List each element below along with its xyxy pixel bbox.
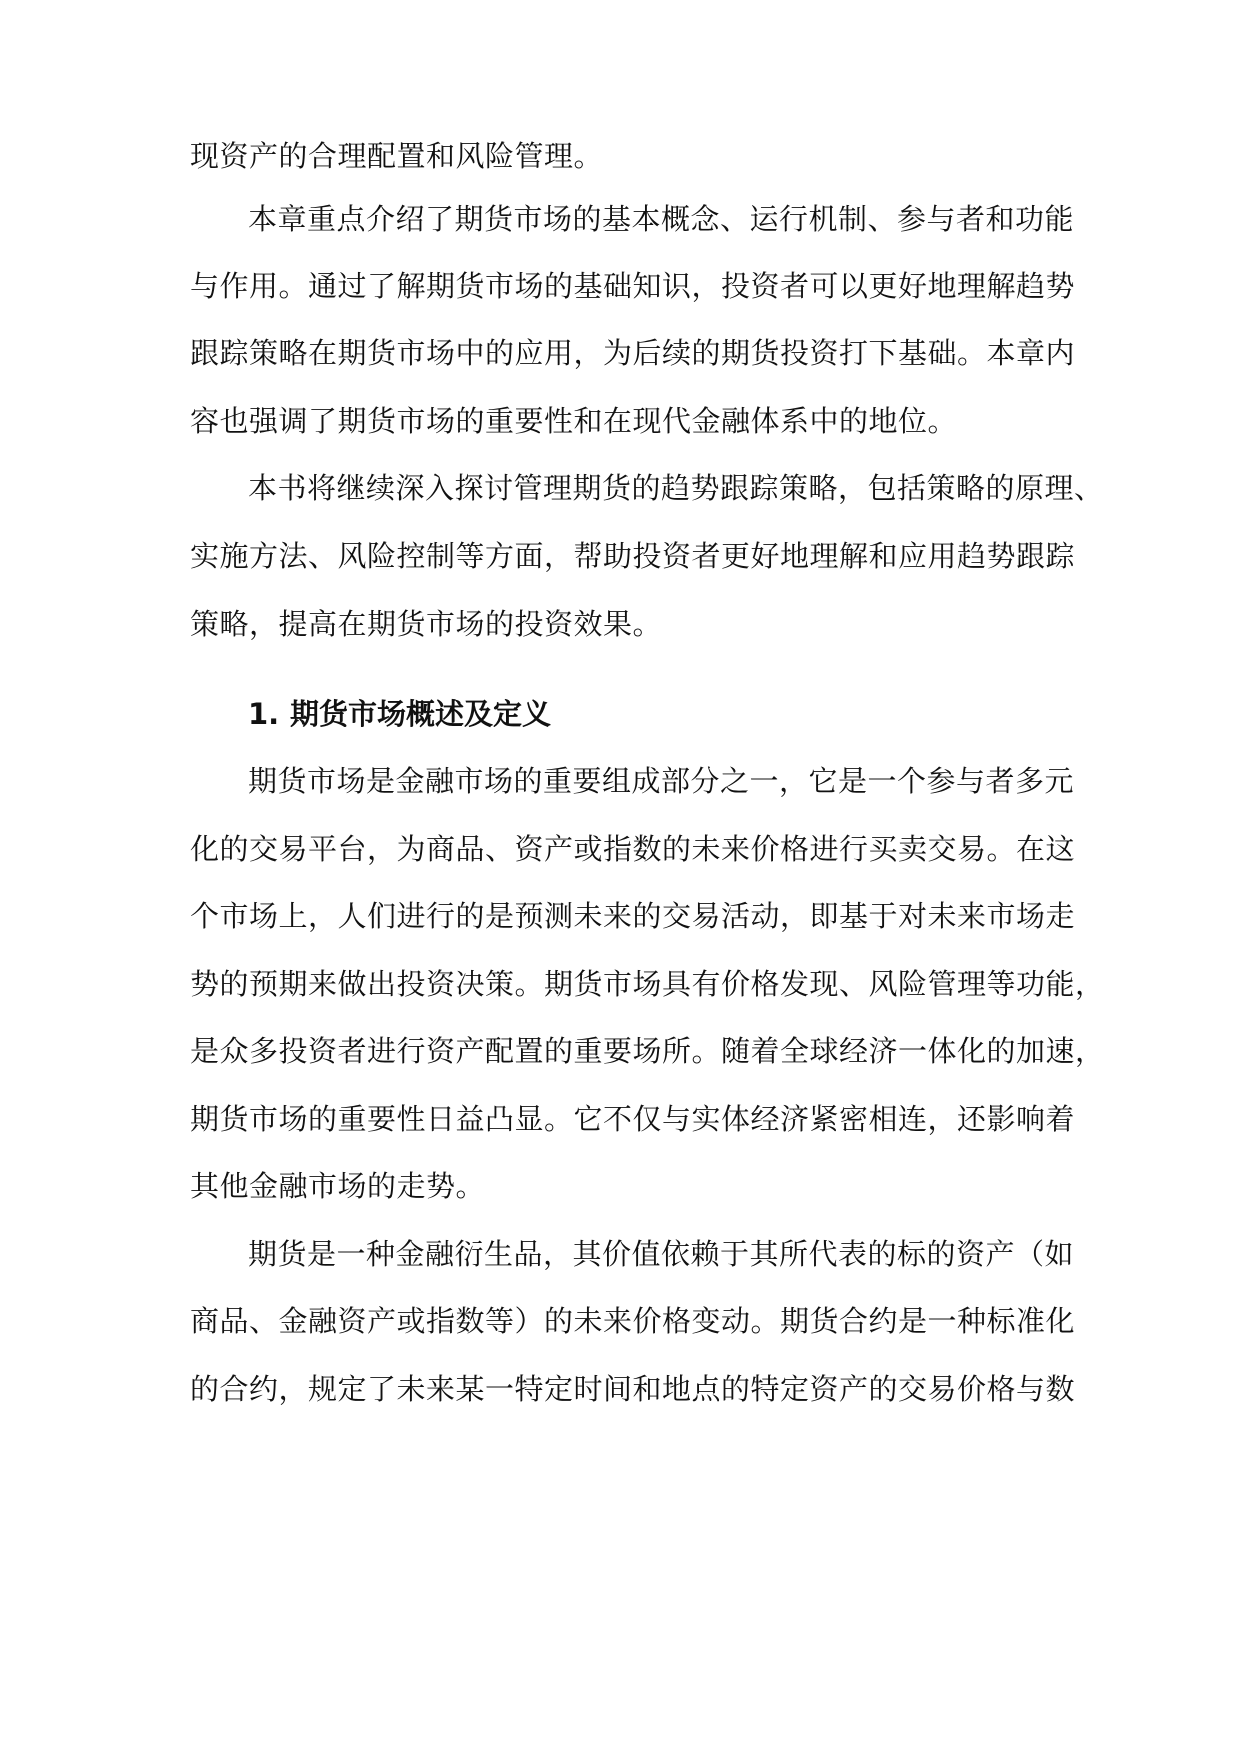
section-heading [248,694,551,734]
section-number: 1. [248,697,280,731]
paragraph-line: 势的预期来做出投资决策。期货市场具有价格发现、风险管理等功能， [190,967,1105,1001]
paragraph-line: 的合约，规定了未来某一特定时间和地点的特定资产的交易价格与数 [190,1372,1076,1406]
paragraph-line: 商品、金融资产或指数等）的未来价格变动。期货合约是一种标准化 [190,1304,1076,1338]
paragraph-line: 化的交易平台，为商品、资产或指数的未来价格进行买卖交易。在这 [190,832,1076,866]
paragraph-line: 容也强调了期货市场的重要性和在现代金融体系中的地位。 [190,404,958,438]
section-title: 期货市场概述及定义 [290,697,552,731]
paragraph-line: 是众多投资者进行资产配置的重要场所。随着全球经济一体化的加速， [190,1034,1105,1068]
paragraph-line: 期货市场是金融市场的重要组成部分之一，它是一个参与者多元 [248,764,1075,798]
paragraph-line: 其他金融市场的走势。 [190,1169,486,1203]
paragraph-line: 期货是一种金融衍生品，其价值依赖于其所代表的标的资产（如 [248,1237,1075,1271]
paragraph-line: 与作用。通过了解期货市场的基础知识，投资者可以更好地理解趋势 [190,269,1076,303]
paragraph-line: 本章重点介绍了期货市场的基本概念、运行机制、参与者和功能 [248,202,1075,236]
paragraph-line: 策略，提高在期货市场的投资效果。 [190,607,663,641]
paragraph-line: 期货市场的重要性日益凸显。它不仅与实体经济紧密相连，还影响着 [190,1102,1076,1136]
paragraph-line: 实施方法、风险控制等方面，帮助投资者更好地理解和应用趋势跟踪 [190,539,1076,573]
paragraph-line: 本书将继续深入探讨管理期货的趋势跟踪策略，包括策略的原理、 [248,471,1104,505]
paragraph-line: 现资产的合理配置和风险管理。 [190,139,604,173]
paragraph-line: 个市场上，人们进行的是预测未来的交易活动，即基于对未来市场走 [190,899,1076,933]
paragraph-line: 跟踪策略在期货市场中的应用，为后续的期货投资打下基础。本章内 [190,336,1076,370]
